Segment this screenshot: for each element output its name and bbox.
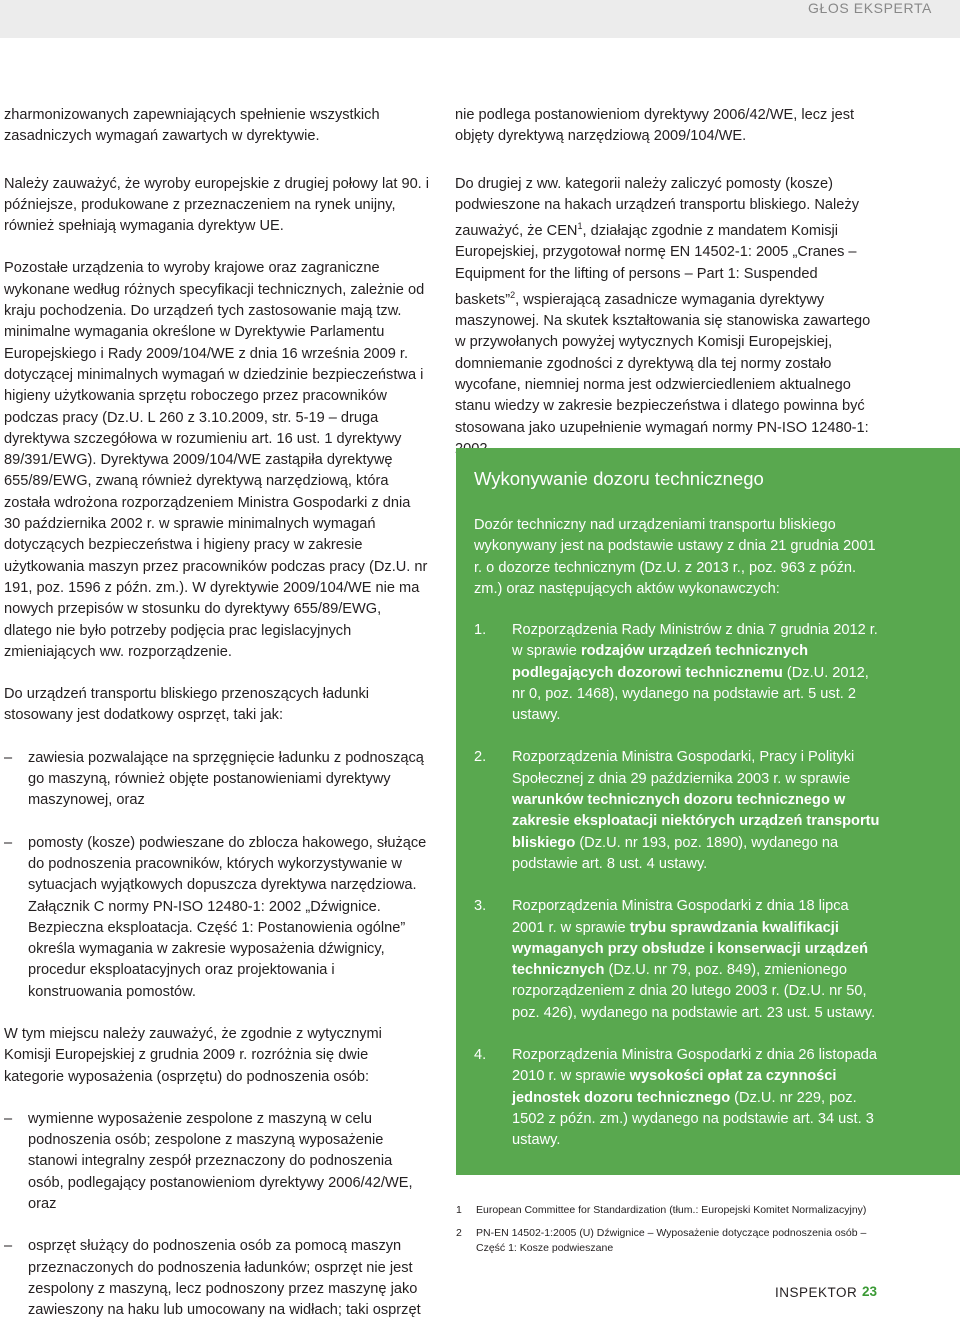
list-item (474, 896, 884, 1024)
paragraph: nie podlega postanowieniom dyrektywy 2006/42/WE, lecz jest objęty dyrektywą narzędziową 2009/104/WE. (455, 107, 855, 145)
list-item (474, 620, 884, 726)
list-item-text: osprzęt służący do podnoszenia osób za pomocą maszyn przeznaczonych do podnoszenia ładunków; osprzęt nie jest zespolony z maszyną, lecz podnoszony przez maszynę jako zawieszony na haku lub umocowany na widłach; taki osprzęt (28, 1238, 421, 1319)
right-column (455, 105, 883, 460)
list-item (4, 1236, 430, 1321)
list-number: 1. (474, 622, 487, 638)
footnote-text: PN-EN 14502-1:2005 (U) Dźwignice – Wyposażenie dotyczące podnoszenia osób – Część 1: Kosze podwieszane (476, 1227, 867, 1254)
list-number: 4. (474, 1047, 487, 1064)
footnote-number: 2 (456, 1227, 462, 1239)
item-text: Rozporządzenia Ministra Gospodarki z dnia 18 lipca 2001 r. w sprawie (512, 898, 849, 936)
magazine-name: INSPEKTOR (775, 1285, 858, 1300)
paragraph: zharmonizowanych zapewniających spełnienie wszystkich zasadniczych wymagań zawartych w dyrektywie. (4, 107, 380, 145)
section-title: GŁOS EKSPERTA (808, 0, 932, 16)
list-item (4, 1109, 430, 1215)
footnote-ref: 1 (577, 221, 583, 232)
item-text: (Dz.U. nr 229, poz. 1502 z późn. zm.) wydanego na podstawie art. 34 ust. 3 ustawy. (512, 1089, 874, 1149)
box-title: Wykonywanie dozoru technicznego (474, 468, 764, 489)
item-text: Rozporządzenia Rady Ministrów z dnia 7 grudnia 2012 r. w sprawie (512, 622, 878, 660)
list-item (4, 748, 430, 812)
list-item-text: zawiesia pozwalające na sprzęgnięcie ładunku z podnoszącą go maszyną, również objęte postanowieniami dyrektywy maszynowej, oraz (28, 749, 424, 809)
item-text: (Dz.U. nr 79, poz. 849), zmienionego rozporządzeniem z dnia 20 lutego 2003 r. (Dz.U. nr 50, poz. 426), wydanego na podstawie art. 23 ust. 5 ustawy. (512, 962, 876, 1021)
item-text: (Dz.U. nr 193, poz. 1890), wydanego na podstawie art. 8 ust. 4 ustawy. (512, 834, 839, 872)
footnote-number: 1 (456, 1204, 462, 1216)
list-number: 3. (474, 898, 487, 915)
list-item (474, 747, 884, 875)
dash-bullet: – (4, 834, 13, 851)
dash-bullet: – (4, 1238, 13, 1255)
list-item-text: pomosty (kosze) podwieszane do zblocza hakowego, służące do podnoszenia pracowników, których wykorzystywanie w sytuacjach wyjątkowych dopuszcza dyrektywa narzędziowa. Załącznik C normy PN-ISO 12480-1: 2002 „Dźwignice. Bezpieczna eksploatacja. Część 1: Postanowienia ogólne” określa wymagania w zakresie wyposażenia dźwignicy, procedur eksploatacyjnych oraz projektowania i konstruowania pomostów. (28, 834, 427, 1000)
paragraph (455, 174, 883, 461)
regulation-list (474, 620, 884, 1152)
left-column (4, 105, 430, 1322)
footnote (456, 1226, 886, 1256)
dash-bullet: – (4, 1110, 13, 1127)
footnote-text: European Committee for Standardization (tłum.: Europejski Komitet Normalizacyjny) (476, 1204, 867, 1216)
paragraph: W tym miejscu należy zauważyć, że zgodnie z wytycznymi Komisji Europejskiej z grudnia 2009 r. rozróżnia się dwie kategorie wyposażenia (osprzętu) do podnoszenia osób: (4, 1025, 382, 1085)
header-bar (0, 0, 960, 38)
item-text: (Dz.U. 2012, nr 0, poz. 1468), wydanego na podstawie art. 5 ust. 2 ustawy. (512, 664, 869, 724)
item-bold-text: trybu sprawdzania kwalifikacji wymaganych przy obsłudze i konserwacji urządzeń technicznych (512, 919, 869, 979)
paragraph: Do urządzeń transportu bliskiego przenoszących ładunki stosowany jest dodatkowy osprzęt, taki jak: (4, 686, 370, 724)
item-bold-text: wysokości opłat za czynności jednostek dozoru technicznego (512, 1068, 837, 1106)
paragraph: Należy zauważyć, że wyroby europejskie z drugiej połowy lat 90. i późniejsze, produkowane z przeznaczeniem na rynek unijny, również spełniają wymagania dyrektyw UE. (4, 175, 430, 235)
box-intro: Dozór techniczny nad urządzeniami transportu bliskiego wykonywany jest na podstawie ustawy z dnia 21 grudnia 2001 r. o dozorze technicznym (Dz.U. z 2013 r., poz. 963 z późn. zm.) oraz następujących aktów wykonawczych: (474, 517, 876, 597)
paragraph-text: , działając zgodnie z mandatem Komisji Europejskiej, przygotował normę EN 14502-1: 2005 „Cranes – Equipment for the lifting of persons – Part 1: Suspended baskets” (455, 223, 857, 308)
list-item (4, 833, 430, 1003)
paragraph-text: , wspierającą zasadnicze wymagania dyrektywy maszynowej. Na skutek kształtowania się stanowiska zawartego w przywołanych powyżej wytycznych Komisji Europejskiej, domniemanie zgodności z dyrektywą dla tej normy zostało wycofane, niemniej norma jest odzwierciedleniem aktualnego stanu wiedzy w zakresie bezpieczeństwa i dlatego powinna być stosowana jako uzupełnienie wymagań normy PN-ISO 12480-1: (455, 291, 871, 436)
list-item (474, 1045, 884, 1151)
list-number: 2. (474, 749, 487, 766)
paragraph-text: Do drugiej z ww. kategorii należy zaliczyć pomosty (kosze) podwieszone na hakach urządzeń transportu bliskiego. Należy zauważyć, że CEN (455, 175, 860, 240)
page-number: 23 (862, 1284, 878, 1299)
list-item-text: wymienne wyposażenie zespolone z maszyną w celu podnoszenia osób; zespolone z maszyną wyposażenie stanowi integralny zespół przeznaczony do podnoszenia osób, podlegający postanowieniom dyrektywy 2006/42/WE, oraz (28, 1110, 413, 1213)
dash-bullet: – (4, 749, 13, 766)
info-box (456, 448, 960, 1175)
paragraph: Pozostałe urządzenia to wyroby krajowe oraz zagraniczne wykonane według różnych specyfikacji technicznych, zależnie od kraju pochodzenia. Do urządzeń tych zastosowanie mają tzw. minimalne wymagania określone w Dyrektywie Parlamentu Europejskiego i Rady 2009/104/WE z dnia 16 września 2009 r. dotyczącej minimalnych wymagań w dziedzinie bezpieczeństwa i higieny użytkowania sprzętu roboczego przez pracowników podczas pracy (Dz.U. L 260 z 3.10.2009, str. 5-19 – druga dyrektywa szczegółowa w rozumieniu art. 16 ust. 1 dyrektywy 89/391/EWG). Dyrektywa 2009/104/WE zastąpiła dyrektywę 655/89/EWG, zwaną również dyrektywą narzędziową, która została wdrożona rozporządzeniem Ministra Gospodarki z dnia 30 października 2002 r. w sprawie minimalnych wymagań dotyczących bezpieczeństwa i higieny pracy w zakresie użytkowania maszyn przez pracowników podczas pracy (Dz.U. nr 191, poz. 1596 z późn. zm.). W dyrektywie 2009/104/WE nie ma nowych przepisów w stosunku do dyrektywy 655/89/EWG, dlatego nie było potrzeby podjęcia prac legislacyjnych zmieniających ww. rozporządzenie. (4, 260, 428, 660)
footnote (456, 1203, 886, 1218)
item-text: Rozporządzenia Ministra Gospodarki, Pracy i Polityki Społecznej z dnia 29 października 2003 r. w sprawie (512, 749, 855, 787)
item-bold-text: warunków technicznych dozoru technicznego w zakresie eksploatacji niektórych urządzeń transportu bliskiego (512, 792, 880, 851)
footnote-ref: 2 (510, 289, 516, 300)
item-text: Rozporządzenia Ministra Gospodarki z dnia 26 listopada 2010 r. w sprawie (512, 1047, 878, 1085)
item-bold-text: rodzajów urządzeń technicznych podlegających dozorowi technicznemu (512, 643, 808, 681)
